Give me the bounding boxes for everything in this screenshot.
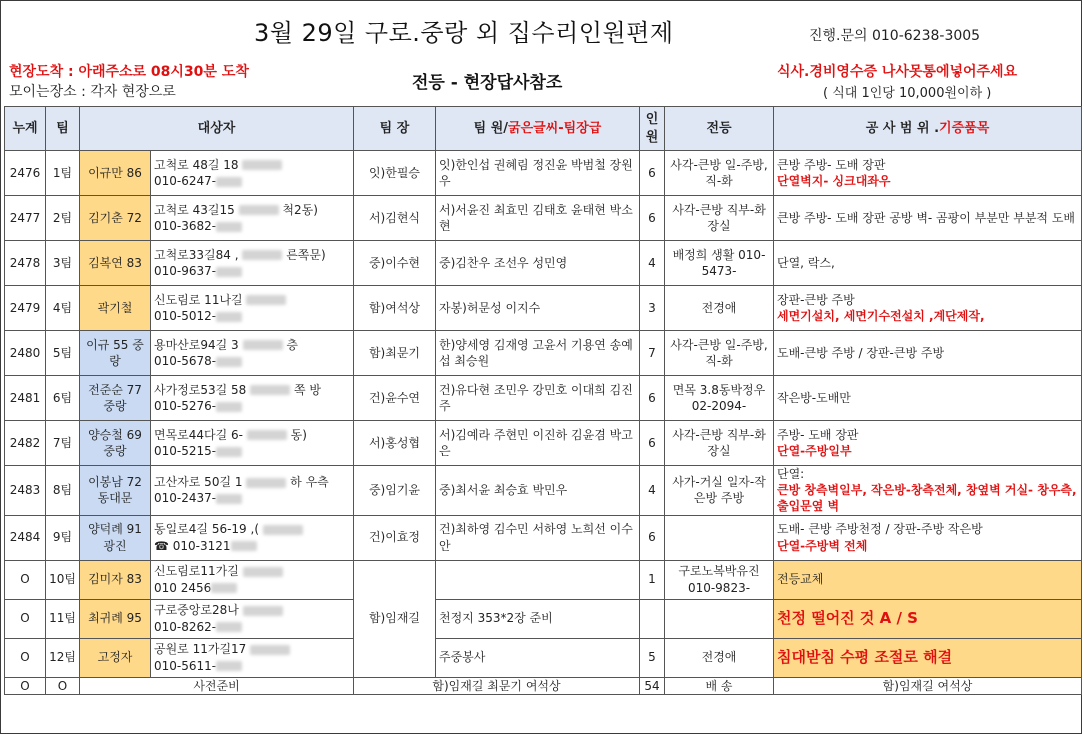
cum-cell: 2484 (5, 515, 46, 560)
light-cell: 전경애 (665, 638, 774, 677)
phone-text: ☎ 010-3121 (154, 538, 231, 553)
table-row (5, 515, 1082, 560)
members-cell: 중)최서윤 최승효 박민우 (436, 466, 640, 516)
members-cell: 자봉)허문성 이지수 (436, 286, 640, 331)
redacted-mark (247, 430, 287, 440)
name-cell: 이봉남 72 동대문 (80, 466, 151, 516)
light-cell: 배정희 생활 010-5473- (665, 241, 774, 286)
col-scope: 공 사 범 위 .기증품목 (774, 107, 1082, 151)
scope-cell (774, 376, 1082, 421)
light-cell: 사각-큰방 직부-화장실 (665, 196, 774, 241)
leader-cell: 함)최문기 (354, 331, 436, 376)
count-cell: 3 (640, 286, 665, 331)
col-cum: 누계 (5, 107, 46, 151)
address-cell (151, 421, 354, 466)
redacted-mark (216, 177, 242, 187)
table-row (5, 151, 1082, 196)
scope-cell (774, 331, 1082, 376)
address-cell (151, 638, 354, 677)
table-row (5, 466, 1082, 516)
leader-cell: 서)김현식 (354, 196, 436, 241)
address-text-2: 척2동) (282, 202, 318, 217)
redacted-mark (216, 267, 242, 277)
team-cell: 12팀 (46, 638, 80, 677)
count-cell (640, 599, 665, 638)
team-cell: 4팀 (46, 286, 80, 331)
redacted-mark (243, 567, 283, 577)
address-cell (151, 331, 354, 376)
page-title: 3월 29일 구로.중랑 외 집수리인원편제 (254, 19, 674, 47)
scope-text: 단열: (777, 467, 805, 481)
table-row (5, 421, 1082, 466)
phone-text: 010-8262- (154, 619, 217, 634)
light-cell: 사각-큰방 직부-화장실 (665, 421, 774, 466)
redacted-mark (250, 385, 290, 395)
table-row (5, 241, 1082, 286)
members-cell (436, 560, 640, 599)
footer-target: 사전준비 (80, 677, 354, 694)
scope-cell (774, 599, 1082, 638)
light-cell (665, 599, 774, 638)
contact-info: 진행.문의 010-6238-3005 (809, 28, 981, 44)
members-cell: 서)김예라 주현민 이진하 김윤겸 박고은 (436, 421, 640, 466)
team-cell: 10팀 (46, 560, 80, 599)
scope-cell (774, 286, 1082, 331)
cum-cell: O (5, 638, 46, 677)
address-text-2: 층 (286, 337, 298, 352)
light-cell: 사각-큰방 일-주방,직-화 (665, 331, 774, 376)
redacted-mark (231, 541, 257, 551)
scope-text: 단열, 락스, (777, 255, 835, 270)
address-text: 면목로44다길 6- (154, 427, 244, 442)
members-cell: 천정지 353*2장 준비 (436, 599, 640, 638)
name-cell: 양덕례 91 광진 (80, 515, 151, 560)
redacted-mark (243, 606, 283, 616)
team-cell: 2팀 (46, 196, 80, 241)
phone-text: 010-5276- (154, 399, 217, 413)
scope-cell (774, 466, 1082, 516)
phone-text: 010 2456 (154, 580, 212, 595)
phone-text: 010-5611- (154, 658, 217, 673)
redacted-mark (216, 661, 242, 671)
members-cell: 잇)한인섭 권혜림 정진윤 박범철 장원우 (436, 151, 640, 196)
redacted-mark (216, 402, 242, 412)
phone-text: 010-3682- (154, 219, 217, 233)
table-row (5, 599, 1082, 638)
phone-text: 010-5215- (154, 444, 217, 458)
scope-cell (774, 560, 1082, 599)
address-text: 사가정로53길 58 (154, 382, 247, 397)
name-cell: 김기춘 72 (80, 196, 151, 241)
address-cell (151, 376, 354, 421)
footer-light: 배 송 (665, 677, 774, 694)
table-row (5, 560, 1082, 599)
redacted-mark (216, 222, 242, 232)
footer-scope: 함)임재길 여석상 (774, 677, 1082, 694)
address-text: 용마산로94길 3 (154, 337, 239, 352)
address-text: 고척로33길84 , (154, 247, 239, 262)
light-cell: 전경애 (665, 286, 774, 331)
scope-highlight: 침대받침 수평 조절로 해결 (777, 648, 953, 667)
table-row (5, 196, 1082, 241)
light-cell: 사가-거실 일자-작은방 주방 (665, 466, 774, 516)
count-cell: 5 (640, 638, 665, 677)
leader-cell: 서)홍성협 (354, 421, 436, 466)
address-cell (151, 560, 354, 599)
name-cell: 최귀례 95 (80, 599, 151, 638)
name-cell: 김복연 83 (80, 241, 151, 286)
light-cell: 구로노복박유진 010-9823- (665, 560, 774, 599)
meeting-place: 모이는장소 : 각자 현장으로 (9, 84, 176, 100)
light-cell: 사각-큰방 일-주방,직-화 (665, 151, 774, 196)
subtitle: 전등 - 현장답사참조 (412, 73, 563, 93)
scope-text: 장판-큰방 주방 (777, 292, 855, 307)
scope-text: 주방- 도배 장판 (777, 427, 859, 442)
cum-cell: 2483 (5, 466, 46, 516)
leader-cell: 중)이수현 (354, 241, 436, 286)
members-cell: 중)김찬우 조선우 성민영 (436, 241, 640, 286)
count-cell: 6 (640, 421, 665, 466)
table-header-row (5, 107, 1082, 151)
redacted-mark (250, 645, 290, 655)
scope-text: 큰방 주방- 도배 장판 (777, 157, 886, 172)
scope-cell (774, 421, 1082, 466)
scope-text: 작은방-도배만 (777, 390, 851, 405)
cum-cell: 2480 (5, 331, 46, 376)
address-text-2: 른쪽문) (286, 247, 326, 262)
scope-text: 큰방 주방- 도배 장판 공방 벽- 곰팡이 부분만 부분적 도배 (777, 210, 1076, 225)
footer-team: O (46, 677, 80, 694)
scope-cell (774, 241, 1082, 286)
team-cell: 6팀 (46, 376, 80, 421)
scope-highlight: 단열벽지- 싱크대좌우 (777, 174, 891, 188)
address-cell (151, 286, 354, 331)
count-cell: 4 (640, 466, 665, 516)
team-cell: 1팀 (46, 151, 80, 196)
scope-highlight: 세면기설치, 세면기수전설치 ,계단제작, (777, 309, 985, 323)
scope-text: 도배-큰방 주방 / 장판-큰방 주방 (777, 345, 945, 360)
redacted-mark (246, 295, 286, 305)
address-text: 고척로 48길 18 (154, 157, 239, 172)
leader-cell: 건)윤수연 (354, 376, 436, 421)
address-text-2: 동) (290, 427, 307, 442)
footer-cum: O (5, 677, 46, 694)
count-cell: 7 (640, 331, 665, 376)
members-cell: 주중봉사 (436, 638, 640, 677)
table-row (5, 376, 1082, 421)
redacted-mark (246, 478, 286, 488)
address-text: 신도림로 11나길 (154, 292, 243, 307)
table-row (5, 331, 1082, 376)
members-cell: 건)최하영 김수민 서하영 노희선 이수안 (436, 515, 640, 560)
arrival-note: 현장도착 : 아래주소로 08시30분 도착 (9, 64, 249, 80)
meal-note: ( 식대 1인당 10,000원이하 ) (823, 86, 992, 101)
name-cell: 김미자 83 (80, 560, 151, 599)
scope-highlight: 천정 떨어진 것 A / S (777, 609, 918, 628)
cum-cell: 2482 (5, 421, 46, 466)
team-cell: 3팀 (46, 241, 80, 286)
address-text-2: 쪽 방 (293, 382, 321, 397)
leader-cell: 중)임기윤 (354, 466, 436, 516)
team-cell: 11팀 (46, 599, 80, 638)
address-text: 고산자로 50길 1 (154, 475, 243, 490)
col-count: 인원 (640, 107, 665, 151)
cum-cell: 2478 (5, 241, 46, 286)
members-cell: 서)서윤진 최효민 김태호 윤태현 박소현 (436, 196, 640, 241)
scope-cell (774, 196, 1082, 241)
redacted-mark (216, 312, 242, 322)
name-cell: 고정자 (80, 638, 151, 677)
col-target: 대상자 (80, 107, 354, 151)
leader-cell: 함)임재길 (354, 560, 436, 677)
count-cell: 1 (640, 560, 665, 599)
address-text: 동일로4길 56-19 ,( (154, 522, 259, 537)
footer-count: 54 (640, 677, 665, 694)
redacted-mark (242, 250, 282, 260)
footer-row (5, 677, 1082, 694)
col-members: 팀 원/굵은글씨-팀장급 (436, 107, 640, 151)
scope-cell (774, 638, 1082, 677)
members-cell: 건)유다현 조민우 강민호 이대희 김진주 (436, 376, 640, 421)
redacted-mark (263, 525, 303, 535)
scope-cell (774, 515, 1082, 560)
redacted-mark (216, 357, 242, 367)
receipt-note: 식사.경비영수증 나사못통에넣어주세요 (777, 64, 1018, 80)
cum-cell: 2477 (5, 196, 46, 241)
address-text: 고척로 43길15 (154, 202, 235, 217)
leader-cell: 잇)한필승 (354, 151, 436, 196)
address-cell (151, 466, 354, 516)
redacted-mark (242, 160, 282, 170)
assignment-table (4, 106, 1082, 695)
cum-cell: 2476 (5, 151, 46, 196)
count-cell: 6 (640, 151, 665, 196)
table-row (5, 286, 1082, 331)
scope-text: 도배- 큰방 주방천정 / 장판-주방 작은방 (777, 522, 983, 537)
address-text: 신도림로11가길 (154, 564, 239, 579)
cum-cell: 2479 (5, 286, 46, 331)
team-cell: 8팀 (46, 466, 80, 516)
phone-text: 010-5012- (154, 309, 217, 323)
scope-text: 전등교체 (777, 572, 824, 587)
name-cell: 이규만 86 (80, 151, 151, 196)
redacted-mark (211, 583, 237, 593)
redacted-mark (239, 205, 279, 215)
count-cell: 4 (640, 241, 665, 286)
redacted-mark (216, 447, 242, 457)
leader-cell: 함)여석상 (354, 286, 436, 331)
leader-cell: 건)이효정 (354, 515, 436, 560)
team-cell: 9팀 (46, 515, 80, 560)
address-cell (151, 599, 354, 638)
address-cell (151, 151, 354, 196)
address-text: 구로중앙로28나 (154, 603, 239, 618)
address-text: 공원로 11가길17 (154, 642, 247, 657)
name-cell: 양승철 69 중랑 (80, 421, 151, 466)
redacted-mark (216, 494, 242, 504)
members-cell: 한)양세영 김재영 고윤서 기용연 송예섭 최승원 (436, 331, 640, 376)
light-cell (665, 515, 774, 560)
redacted-mark (216, 622, 242, 632)
cum-cell: 2481 (5, 376, 46, 421)
scope-highlight: 큰방 창측벽일부, 작은방-창측전체, 창옆벽 거실- 창우측, 출입문옆 벽 (777, 483, 1077, 514)
phone-text: 010-2437- (154, 491, 217, 506)
count-cell: 6 (640, 196, 665, 241)
name-cell: 곽기철 (80, 286, 151, 331)
count-cell: 6 (640, 515, 665, 560)
col-team: 팀 (46, 107, 80, 151)
address-cell (151, 241, 354, 286)
address-text-2: 하 우측 (290, 475, 329, 490)
footer-members: 함)임재길 최문기 여석상 (354, 677, 640, 694)
cum-cell: O (5, 599, 46, 638)
name-cell: 전준순 77 중랑 (80, 376, 151, 421)
phone-text: 010-6247- (154, 174, 217, 188)
scope-highlight: 단열-주방일부 (777, 444, 852, 458)
scope-cell (774, 151, 1082, 196)
phone-text: 010-9637- (154, 264, 217, 278)
team-cell: 7팀 (46, 421, 80, 466)
cum-cell: O (5, 560, 46, 599)
col-light: 전등 (665, 107, 774, 151)
redacted-mark (243, 340, 283, 350)
phone-text: 010-5678- (154, 354, 217, 368)
address-cell (151, 515, 354, 560)
col-leader: 팀 장 (354, 107, 436, 151)
light-cell: 면목 3.8동박정우 02-2094- (665, 376, 774, 421)
count-cell: 6 (640, 376, 665, 421)
address-cell (151, 196, 354, 241)
name-cell: 이규 55 중랑 (80, 331, 151, 376)
team-cell: 5팀 (46, 331, 80, 376)
table-row (5, 638, 1082, 677)
scope-highlight: 단열-주방벽 전체 (777, 538, 868, 553)
